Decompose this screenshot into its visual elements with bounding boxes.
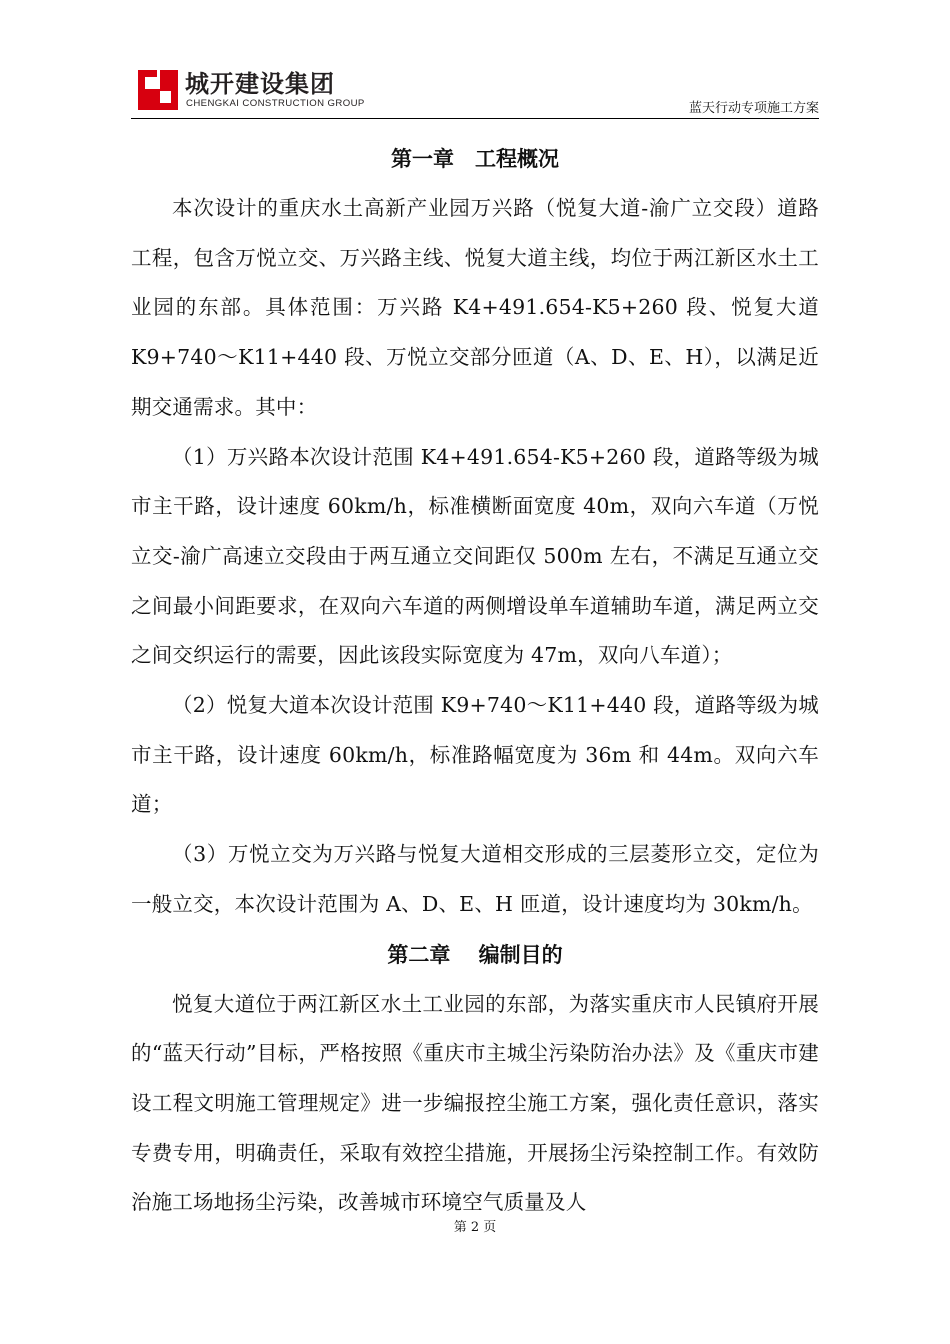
company-name-en: CHENGKAI CONSTRUCTION GROUP: [186, 98, 365, 109]
chapter-1-item-2: （2）悦复大道本次设计范围 K9+740～K11+440 段，道路等级为城市主干路，设计速度 60km/h，标准路幅宽度为 36m 和 44m。双向六车道；: [131, 693, 819, 817]
header-divider: [131, 118, 819, 119]
chapter-1-item-3: （3）万悦立交为万兴路与悦复大道相交形成的三层菱形立交，定位为一般立交，本次设计范围为 A、D、E、H 匝道，设计速度均为 30km/h。: [131, 842, 819, 916]
document-body: [131, 134, 819, 1228]
page-number: 第 2 页: [453, 1220, 497, 1235]
chapter-1-heading: 第一章 工程概况: [391, 147, 559, 171]
company-logo-icon: [138, 70, 178, 110]
company-logo: [138, 70, 383, 112]
chapter-1-paragraph: 本次设计的重庆水土高新产业园万兴路（悦复大道-渝广立交段）道路工程，包含万悦立交、万兴路主线、悦复大道主线，均位于两江新区水土工业园的东部。具体范围：万兴路 K4+491.654-K5+260 段、悦复大道 K9+740～K11+440 段、万悦立交部分匝道（A、D、E、H），以满足近期交通需求。其中：: [131, 196, 819, 419]
chapter-2-heading: 第二章 编制目的: [387, 942, 563, 967]
chapter-1-item-1: （1）万兴路本次设计范围 K4+491.654-K5+260 段，道路等级为城市主干路，设计速度 60km/h，标准横断面宽度 40m，双向六车道（万悦立交-渝广高速立交段由于两互通立交间距仅 500m 左右，不满足互通立交之间最小间距要求，在双向六车道的两侧增设单车道辅助车道，满足两立交之间交织运行的需要，因此该段实际宽度为 47m，双向八车道）；: [131, 444, 819, 668]
document-title: 蓝天行动专项施工方案: [688, 101, 819, 116]
company-name-cn: 城开建设集团: [185, 70, 335, 98]
chapter-2-paragraph: 悦复大道位于两江新区水土工业园的东部，为落实重庆市人民镇府开展的“蓝天行动”目标，严格按照《重庆市主城尘污染防治办法》及《重庆市建设工程文明施工管理规定》进一步编报控尘施工方案，强化责任意识，落实专费专用，明确责任，采取有效控尘措施，开展扬尘污染控制工作。有效防治施工场地扬尘污染，改善城市环境空气质量及人: [131, 991, 819, 1215]
